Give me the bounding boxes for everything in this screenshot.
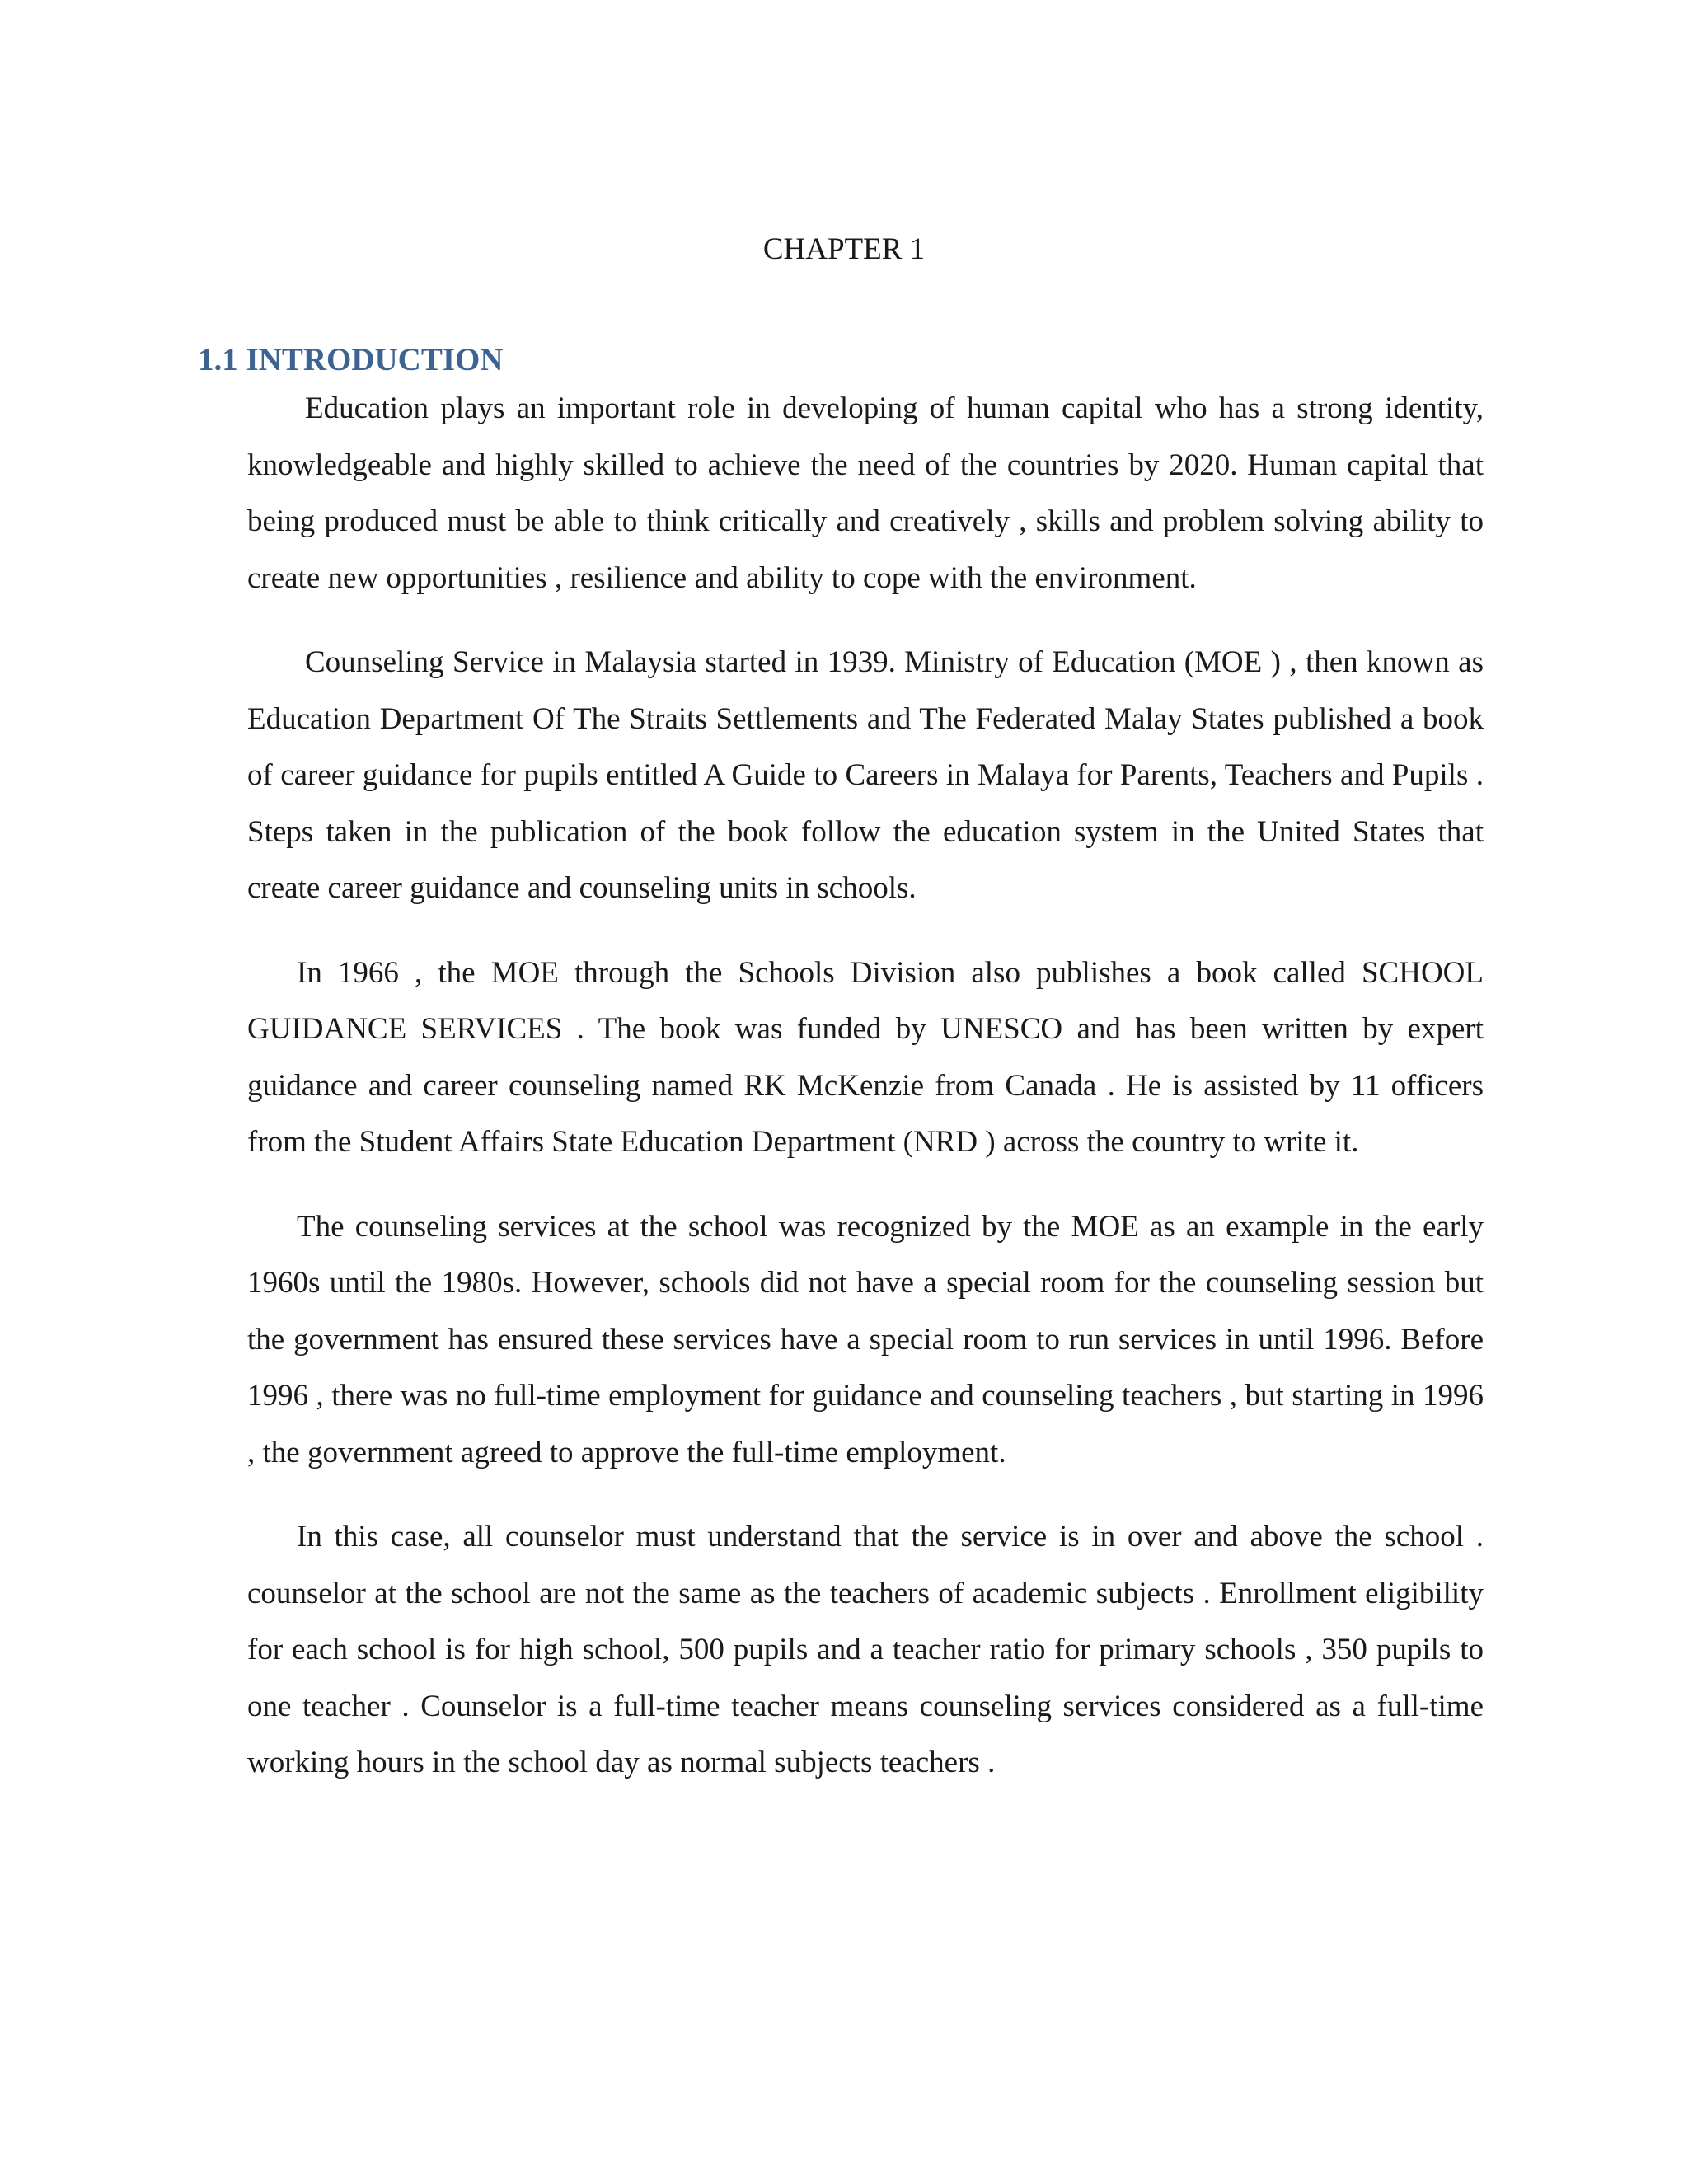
paragraph-recognition: The counseling services at the school was recognized by the MOE as an example in the early 1960s until the 1980s. However, schools did not have a special room for the counseling session but the government has ensured these services have a special room to run services in until 1996. Before 1996 , there was no full-time employment for guidance and counseling teachers , but starting in 1996 , the government agreed to approve the full-time employment. — [247, 1209, 1484, 1469]
chapter-title: CHAPTER 1 — [762, 232, 926, 266]
paragraph-school-guidance: In 1966 , the MOE through the Schools Division also publishes a book called SCHOOL GUIDANCE SERVICES . The book was funded by UNESCO and has been written by expert guidance and career counseling named RK McKenzie from Canada . He is assisted by 11 officers from the Student Affairs State Education Department (NRD ) across the country to write it. — [247, 955, 1484, 1159]
paragraph-education: Education plays an important role in developing of human capital who has a strong identity, knowledgeable and highly skilled to achieve the need of the countries by 2020. Human capital that being produced must be able to think critically and creatively , skills and problem solving ability to create new opportunities , resilience and ability to cope with the environment. — [247, 391, 1484, 595]
paragraph-counselor-role: In this case, all counselor must understand that the service is in over and above the school . counselor at the school are not the same as the teachers of academic subjects . Enrollment eligibility for each school is for high school, 500 pupils and a teacher ratio for primary schools , 350 pupils to one teacher . Counselor is a full-time teacher means counseling services considered as a full-time working hours in the school day as normal subjects teachers . — [247, 1520, 1484, 1779]
section-heading: 1.1 INTRODUCTION — [198, 342, 504, 377]
body-text — [247, 381, 1484, 1820]
paragraph-counseling-history: Counseling Service in Malaysia started in 1939. Ministry of Education (MOE ) , then known as Education Department Of The Straits Settlements and The Federated Malay States published a book of career guidance for pupils entitled A Guide to Careers in Malaya for Parents, Teachers and Pupils . Steps taken in the publication of the book follow the education system in the United States that create career guidance and counseling units in schools. — [247, 645, 1484, 905]
